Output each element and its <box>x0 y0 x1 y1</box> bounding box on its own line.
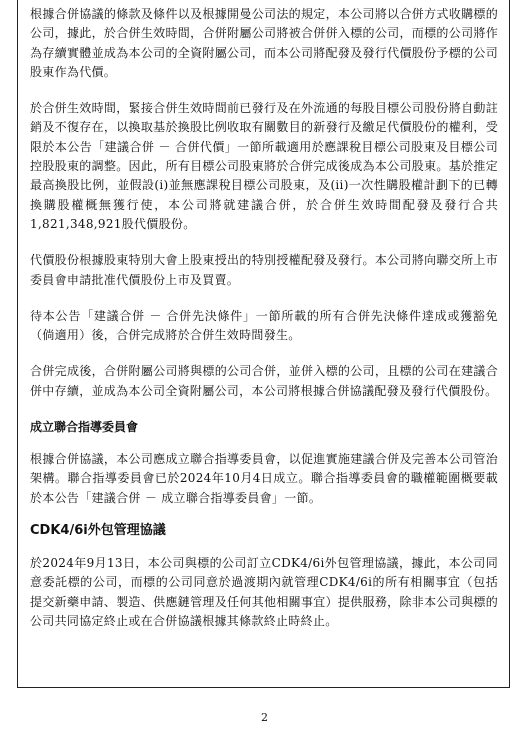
section-heading-outsourcing-agreement: CDK4/6i外包管理協議 <box>30 522 166 538</box>
document-body <box>30 5 498 631</box>
paragraph-merger-terms: 根據合併協議的條款及條件以及根據開曼公司法的規定，本公司將以合併方式收購標的公司，據此，於合併生效時間，合併附屬公司將被合併併入標的公司，而標的公司將作為存續實體並成為本公司的全資附屬公司，而本公司將配發及發行代價股份予標的公司股東作為代價。 <box>30 7 498 79</box>
paragraph-share-conversion: 於合併生效時間，緊接合併生效時間前已發行及在外流通的每股目標公司股份將自動註銷及不復存在，以換取基於換股比例收取有關數目的新發行及繳足代價股份的權利，受限於本公告「建議合併 － 合併代價」一節所載適用於應課稅目標公司股東及目標公司控股股東的調整。因此，所有目標公司股東將於合併完成後成為本公司股東。基於推定最高換股比例，並假設(i)並無應課稅目標公司股東，及(ii)一次性購股權計劃下的已轉換購股權概無獲行使，本公司將就建議合併，於合併生效時間配發及發行合共1,821,348,921股代價股份。 <box>30 101 498 231</box>
page-number: 2 <box>261 711 268 724</box>
paragraph-specific-mandate: 代價股份根據股東特別大會上股東授出的特別授權配發及發行。本公司將向聯交所上市委員會申請批准代價股份上市及買賣。 <box>30 253 498 287</box>
section-heading-steering-committee: 成立聯合指導委員會 <box>30 420 139 435</box>
paragraph-merger-completion: 合併完成後，合併附屬公司將與標的公司合併，並併入標的公司，且標的公司在建議合併中存續，並成為本公司全資附屬公司，本公司將根據合併協議配發及發行代價股份。 <box>30 364 498 398</box>
paragraph-outsourcing-agreement: 於2024年9月13日，本公司與標的公司訂立CDK4/6i外包管理協議，據此，本公司同意委託標的公司，而標的公司同意於過渡期內就管理CDK4/6i的所有相關事宜（包括提交新藥申請、製造、供應鏈管理及任何其他相關事宜）提供服務，除非本公司與標的公司共同協定終止或在合併協議根據其條款終止時終止。 <box>30 555 498 628</box>
paragraph-merger-conditions: 待本公告「建議合併 － 合併先決條件」一節所載的所有合併先決條件達成或獲豁免（倘適用）後，合併完成將於合併生效時間發生。 <box>30 308 498 343</box>
paragraph-steering-committee: 根據合併協議，本公司應成立聯合指導委員會，以促進實施建議合併及完善本公司管治架構。聯合指導委員會已於2024年10月4日成立。聯合指導委員會的職權範圍概要載於本公告「建議合併 － 成立聯合指導委員會」一節。 <box>30 452 498 505</box>
